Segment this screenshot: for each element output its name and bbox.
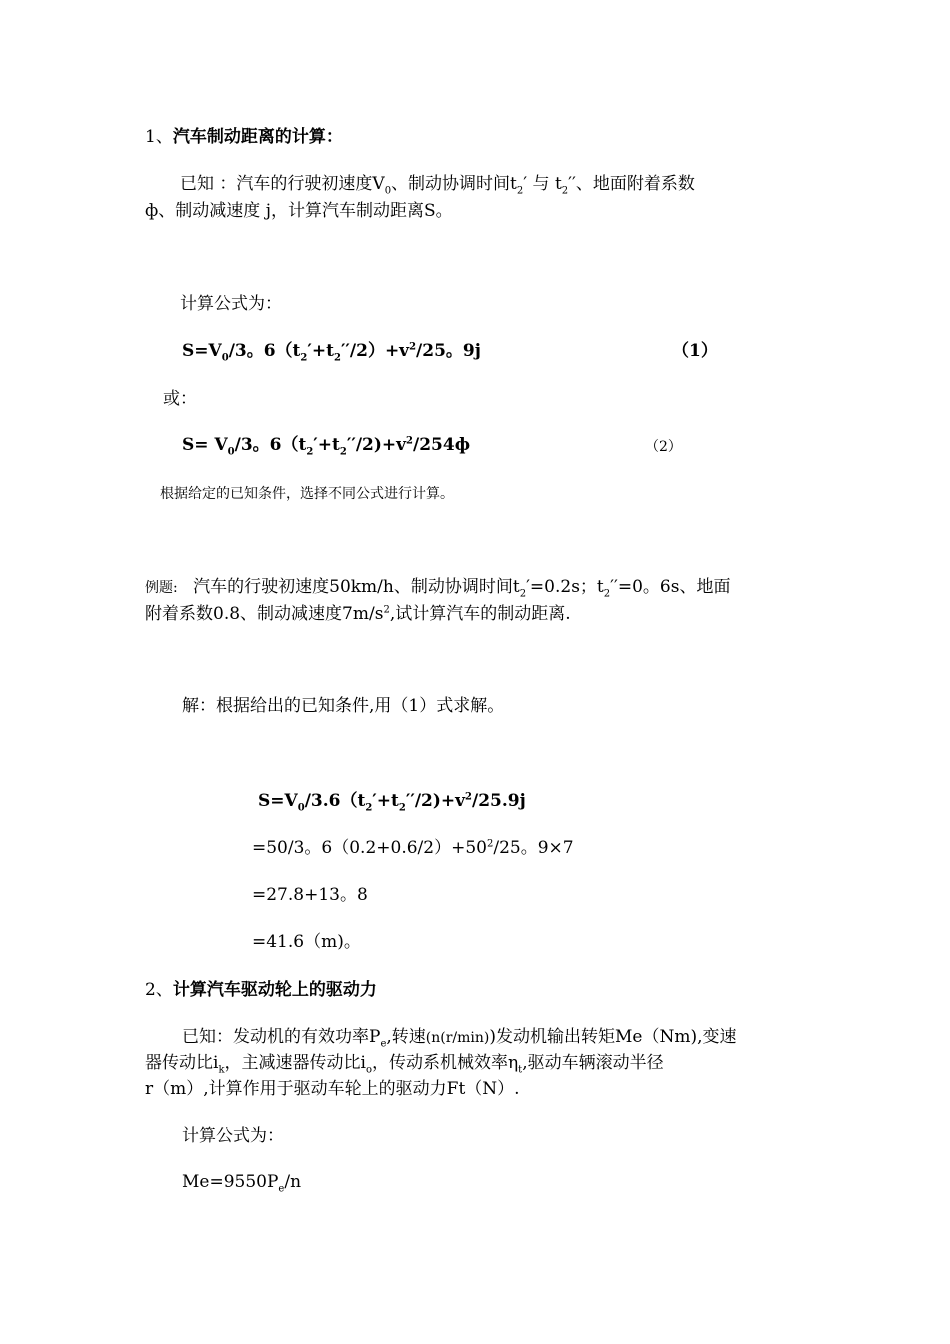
example-label: 例题: [145,580,178,596]
sup-two: 2 [406,435,413,447]
sub-zero: 0 [227,446,235,458]
formula-2-tag: （2） [645,439,682,455]
section2-formula [182,1170,301,1194]
sub-zero: 0 [297,802,305,814]
sup-two: 2 [383,604,390,616]
selection-note: 根据给定的已知条件，选择不同公式进行计算。 [160,486,454,502]
f1-c: ′+t [307,341,334,361]
sub-o: o [365,1064,372,1076]
section2-number: 2、 [145,980,173,1000]
f2-e: /254ф [413,435,471,455]
formula-1 [182,339,481,363]
s2-line2-b: ，主减速器传动比i [224,1053,366,1073]
s2-line2-a: 器传动比i [145,1053,219,1073]
example-text-c: ′′=0。6s、地面 [610,577,731,597]
known-text-d: ′′、地面附着系数 [568,174,695,194]
s2-formula-b: /n [284,1172,302,1192]
section2-formula-intro: 计算公式为： [182,1126,284,1146]
section1-number: 1、 [145,127,173,147]
s2-known-d: )发动机输出转矩Me（Nm),变速 [489,1027,737,1047]
s2-line2-c: ，传动系机械效率η [371,1053,519,1073]
example-line2-a: 附着系数0.8、制动减速度7m/s [145,604,384,624]
section1-known-line2: ф、制动减速度 j，计算汽车制动距离S。 [145,201,453,221]
section2-known-line3: r（m）,计算作用于驱动车轮上的驱动力Ft（N）. [145,1079,520,1099]
s2-line2-d: ,驱动车辆滚动半径 [522,1053,664,1073]
example-line1 [145,575,730,600]
calc1-e: /25.9j [472,791,526,811]
calc1-a: S=V [258,791,298,811]
example-text-b: ′=0.2s；t [526,577,604,597]
f1-e: /25。9j [416,341,481,361]
f2-c: ′+t [313,435,340,455]
sub-e: e [380,1038,387,1050]
s2-formula-a: Me=9550P [182,1172,279,1192]
s2-known-c: (n(r/min) [425,1030,490,1046]
sub-zero: 0 [384,185,392,197]
sub-k: k [218,1064,225,1076]
calc2-b: /25。9×7 [493,838,574,858]
calc-line-1 [258,789,526,813]
solution-intro: 解：根据给出的已知条件,用（1）式求解。 [182,696,505,716]
f1-a: S=V [182,341,222,361]
calc-line-3: =27.8+13。8 [252,885,368,905]
sub-t: t [518,1064,523,1076]
calc-line-4: =41.6（m)。 [252,932,361,952]
formula-2 [182,433,470,457]
or-label: 或： [163,389,197,409]
s2-known-b: ,转速 [386,1027,426,1047]
sub-two: 2 [398,802,406,814]
sub-two: 2 [365,802,373,814]
sup-two: 2 [465,791,472,803]
section1-heading [145,125,343,149]
section2-heading [145,978,377,1002]
f2-b: /3。6（t [234,435,307,455]
formula-intro: 计算公式为： [180,294,282,314]
example-line2 [145,602,571,626]
example-text-a: 汽车的行驶初速度50km/h、制动协调时间t [193,577,520,597]
sub-two: 2 [603,588,611,600]
section2-title: 计算汽车驱动轮上的驱动力 [172,980,377,1000]
sub-e: e [278,1183,285,1195]
sub-two: 2 [306,446,314,458]
calc-line-2 [252,836,574,860]
f2-a: S= V [182,435,228,455]
sup-two: 2 [486,838,494,850]
section1-known-line1 [180,172,695,196]
sub-two: 2 [339,446,347,458]
known-text-b: 、制动协调时间t [391,174,517,194]
calc1-b: /3.6（t [304,791,366,811]
f2-d: ′′/2)+v [346,435,407,455]
sub-zero: 0 [221,352,229,364]
sub-two: 2 [519,588,527,600]
s2-known-a: 已知：发动机的有效功率P [182,1027,381,1047]
calc1-c: ′+t [372,791,399,811]
sub-two: 2 [516,185,524,197]
example-line2-b: ,试计算汽车的制动距离. [389,604,571,624]
sub-two: 2 [561,185,569,197]
f1-d: ′′/2）+v [340,341,410,361]
sub-two: 2 [300,352,308,364]
calc2-a: =50/3。6（0.2+0.6/2）+50 [252,838,487,858]
formula-1-tag: （1） [672,341,718,361]
section2-known-line1 [182,1025,737,1050]
calc1-d: ′′/2)+v [405,791,466,811]
f1-b: /3。6（t [228,341,301,361]
sub-two: 2 [333,352,341,364]
section1-title: 汽车制动距离的计算： [172,127,343,147]
section2-known-line2 [145,1051,664,1075]
known-text-c: ′ 与 t [523,174,562,194]
sup-two: 2 [409,341,417,353]
known-text-a: 已知 ：汽车的行驶初速度V [180,174,385,194]
